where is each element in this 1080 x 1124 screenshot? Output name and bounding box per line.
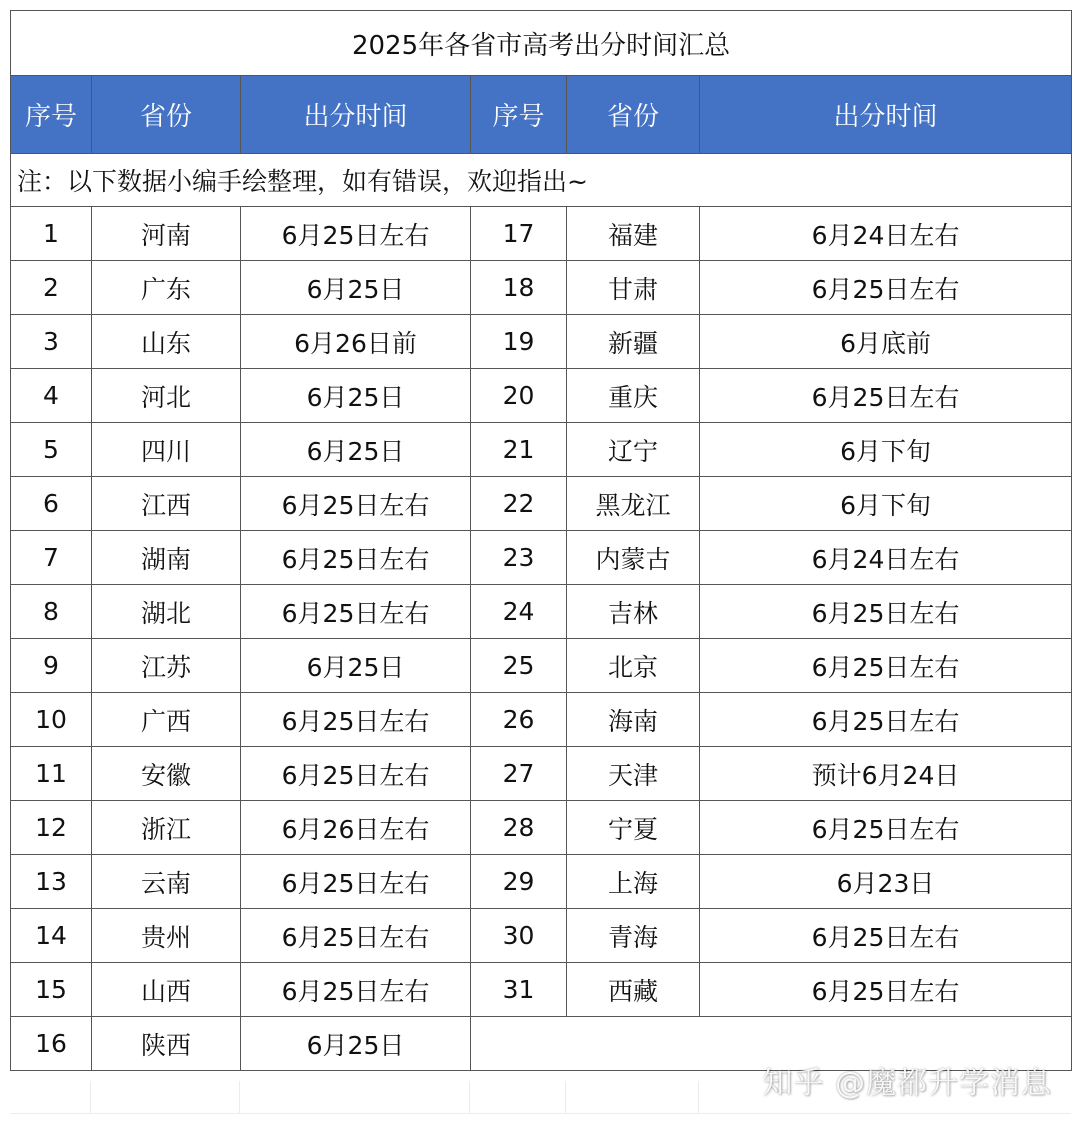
table-row: [11, 855, 1072, 909]
time-cell-left: 6月25日左右: [241, 585, 471, 639]
table-row: [11, 531, 1072, 585]
time-cell-left: 6月25日: [241, 1017, 471, 1071]
header-province-left: 省份: [92, 76, 241, 154]
index-cell-right: 29: [471, 855, 567, 909]
time-cell-left: 6月25日左右: [241, 747, 471, 801]
time-cell-right: 6月25日左右: [700, 909, 1072, 963]
time-cell-left: 6月25日: [241, 639, 471, 693]
index-cell-left: 14: [11, 909, 92, 963]
time-cell-left: 6月26日前: [241, 315, 471, 369]
index-cell-left: 6: [11, 477, 92, 531]
province-cell-left: 湖北: [92, 585, 241, 639]
header-row: [11, 76, 1072, 154]
time-cell-left: 6月25日: [241, 369, 471, 423]
index-cell-right: 23: [471, 531, 567, 585]
time-cell-left: 6月25日左右: [241, 207, 471, 261]
index-cell-left: 16: [11, 1017, 92, 1071]
time-cell-right: 6月25日左右: [700, 585, 1072, 639]
score-release-table-container: [10, 10, 1071, 1071]
table-row: [11, 585, 1072, 639]
time-cell-right: 6月25日左右: [700, 369, 1072, 423]
province-cell-right: 新疆: [567, 315, 700, 369]
time-cell-left: 6月25日左右: [241, 855, 471, 909]
score-release-table: [10, 10, 1072, 1071]
index-cell-left: 4: [11, 369, 92, 423]
time-cell-left: 6月25日左右: [241, 963, 471, 1017]
province-cell-left: 湖南: [92, 531, 241, 585]
time-cell-right: 6月24日左右: [700, 531, 1072, 585]
index-cell-right: 17: [471, 207, 567, 261]
province-cell-right: 海南: [567, 693, 700, 747]
time-cell-right: 6月23日: [700, 855, 1072, 909]
province-cell-left: 河南: [92, 207, 241, 261]
time-cell-left: 6月25日: [241, 261, 471, 315]
province-cell-left: 河北: [92, 369, 241, 423]
index-cell-right: 22: [471, 477, 567, 531]
time-cell-right: 6月25日左右: [700, 801, 1072, 855]
time-cell-left: 6月26日左右: [241, 801, 471, 855]
header-index-right: 序号: [471, 76, 567, 154]
table-row: [11, 315, 1072, 369]
province-cell-right: 福建: [567, 207, 700, 261]
index-cell-right: 31: [471, 963, 567, 1017]
time-cell-left: 6月25日左右: [241, 693, 471, 747]
index-cell-left: 12: [11, 801, 92, 855]
province-cell-right: 黑龙江: [567, 477, 700, 531]
table-row: [11, 477, 1072, 531]
time-cell-right: 6月24日左右: [700, 207, 1072, 261]
header-province-right: 省份: [567, 76, 700, 154]
province-cell-right: 甘肃: [567, 261, 700, 315]
time-cell-left: 6月25日左右: [241, 909, 471, 963]
time-cell-left: 6月25日左右: [241, 531, 471, 585]
table-title: 2025年各省市高考出分时间汇总: [11, 11, 1072, 76]
time-cell-left: 6月25日左右: [241, 477, 471, 531]
table-row: [11, 207, 1072, 261]
province-cell-right: 西藏: [567, 963, 700, 1017]
index-cell-right: 20: [471, 369, 567, 423]
index-cell-left: 11: [11, 747, 92, 801]
index-cell-left: 1: [11, 207, 92, 261]
time-cell-right: 预计6月24日: [700, 747, 1072, 801]
table-row: [11, 369, 1072, 423]
time-cell-right: 6月底前: [700, 315, 1072, 369]
time-cell-right: 6月25日左右: [700, 639, 1072, 693]
table-row: [11, 747, 1072, 801]
province-cell-left: 山东: [92, 315, 241, 369]
province-cell-left: 广西: [92, 693, 241, 747]
header-time-right: 出分时间: [700, 76, 1072, 154]
index-cell-left: 13: [11, 855, 92, 909]
table-body: [11, 11, 1072, 1071]
province-cell-right: 辽宁: [567, 423, 700, 477]
province-cell-left: 广东: [92, 261, 241, 315]
province-cell-right: 吉林: [567, 585, 700, 639]
table-row: [11, 639, 1072, 693]
province-cell-left: 浙江: [92, 801, 241, 855]
province-cell-left: 山西: [92, 963, 241, 1017]
title-row: [11, 11, 1072, 76]
table-row: [11, 909, 1072, 963]
index-cell-right: 19: [471, 315, 567, 369]
time-cell-right: 6月下旬: [700, 423, 1072, 477]
header-index-left: 序号: [11, 76, 92, 154]
province-cell-right: 内蒙古: [567, 531, 700, 585]
index-cell-left: 5: [11, 423, 92, 477]
table-note: 注：以下数据小编手绘整理，如有错误，欢迎指出~: [11, 154, 1072, 207]
table-row: [11, 261, 1072, 315]
table-row: [11, 693, 1072, 747]
index-cell-left: 15: [11, 963, 92, 1017]
index-cell-right: 26: [471, 693, 567, 747]
province-cell-left: 安徽: [92, 747, 241, 801]
table-row: [11, 963, 1072, 1017]
province-cell-left: 四川: [92, 423, 241, 477]
table-row: [11, 423, 1072, 477]
index-cell-left: 3: [11, 315, 92, 369]
time-cell-right: 6月下旬: [700, 477, 1072, 531]
index-cell-right: 21: [471, 423, 567, 477]
province-cell-right: 重庆: [567, 369, 700, 423]
index-cell-left: 2: [11, 261, 92, 315]
index-cell-left: 10: [11, 693, 92, 747]
index-cell-right: 28: [471, 801, 567, 855]
index-cell-right: 18: [471, 261, 567, 315]
province-cell-left: 陕西: [92, 1017, 241, 1071]
header-time-left: 出分时间: [241, 76, 471, 154]
note-row: [11, 154, 1072, 207]
time-cell-right: 6月25日左右: [700, 963, 1072, 1017]
table-row: [11, 801, 1072, 855]
time-cell-right: 6月25日左右: [700, 693, 1072, 747]
province-cell-left: 云南: [92, 855, 241, 909]
province-cell-right: 宁夏: [567, 801, 700, 855]
index-cell-right: 30: [471, 909, 567, 963]
province-cell-right: 青海: [567, 909, 700, 963]
index-cell-right: 27: [471, 747, 567, 801]
index-cell-left: 8: [11, 585, 92, 639]
province-cell-right: 天津: [567, 747, 700, 801]
province-cell-right: 上海: [567, 855, 700, 909]
time-cell-right: 6月25日左右: [700, 261, 1072, 315]
province-cell-left: 贵州: [92, 909, 241, 963]
index-cell-right: 25: [471, 639, 567, 693]
index-cell-right: 24: [471, 585, 567, 639]
index-cell-left: 7: [11, 531, 92, 585]
province-cell-left: 江西: [92, 477, 241, 531]
watermark: 知乎 @魔都升学消息: [762, 1066, 1052, 1101]
province-cell-right: 北京: [567, 639, 700, 693]
index-cell-left: 9: [11, 639, 92, 693]
time-cell-left: 6月25日: [241, 423, 471, 477]
province-cell-left: 江苏: [92, 639, 241, 693]
